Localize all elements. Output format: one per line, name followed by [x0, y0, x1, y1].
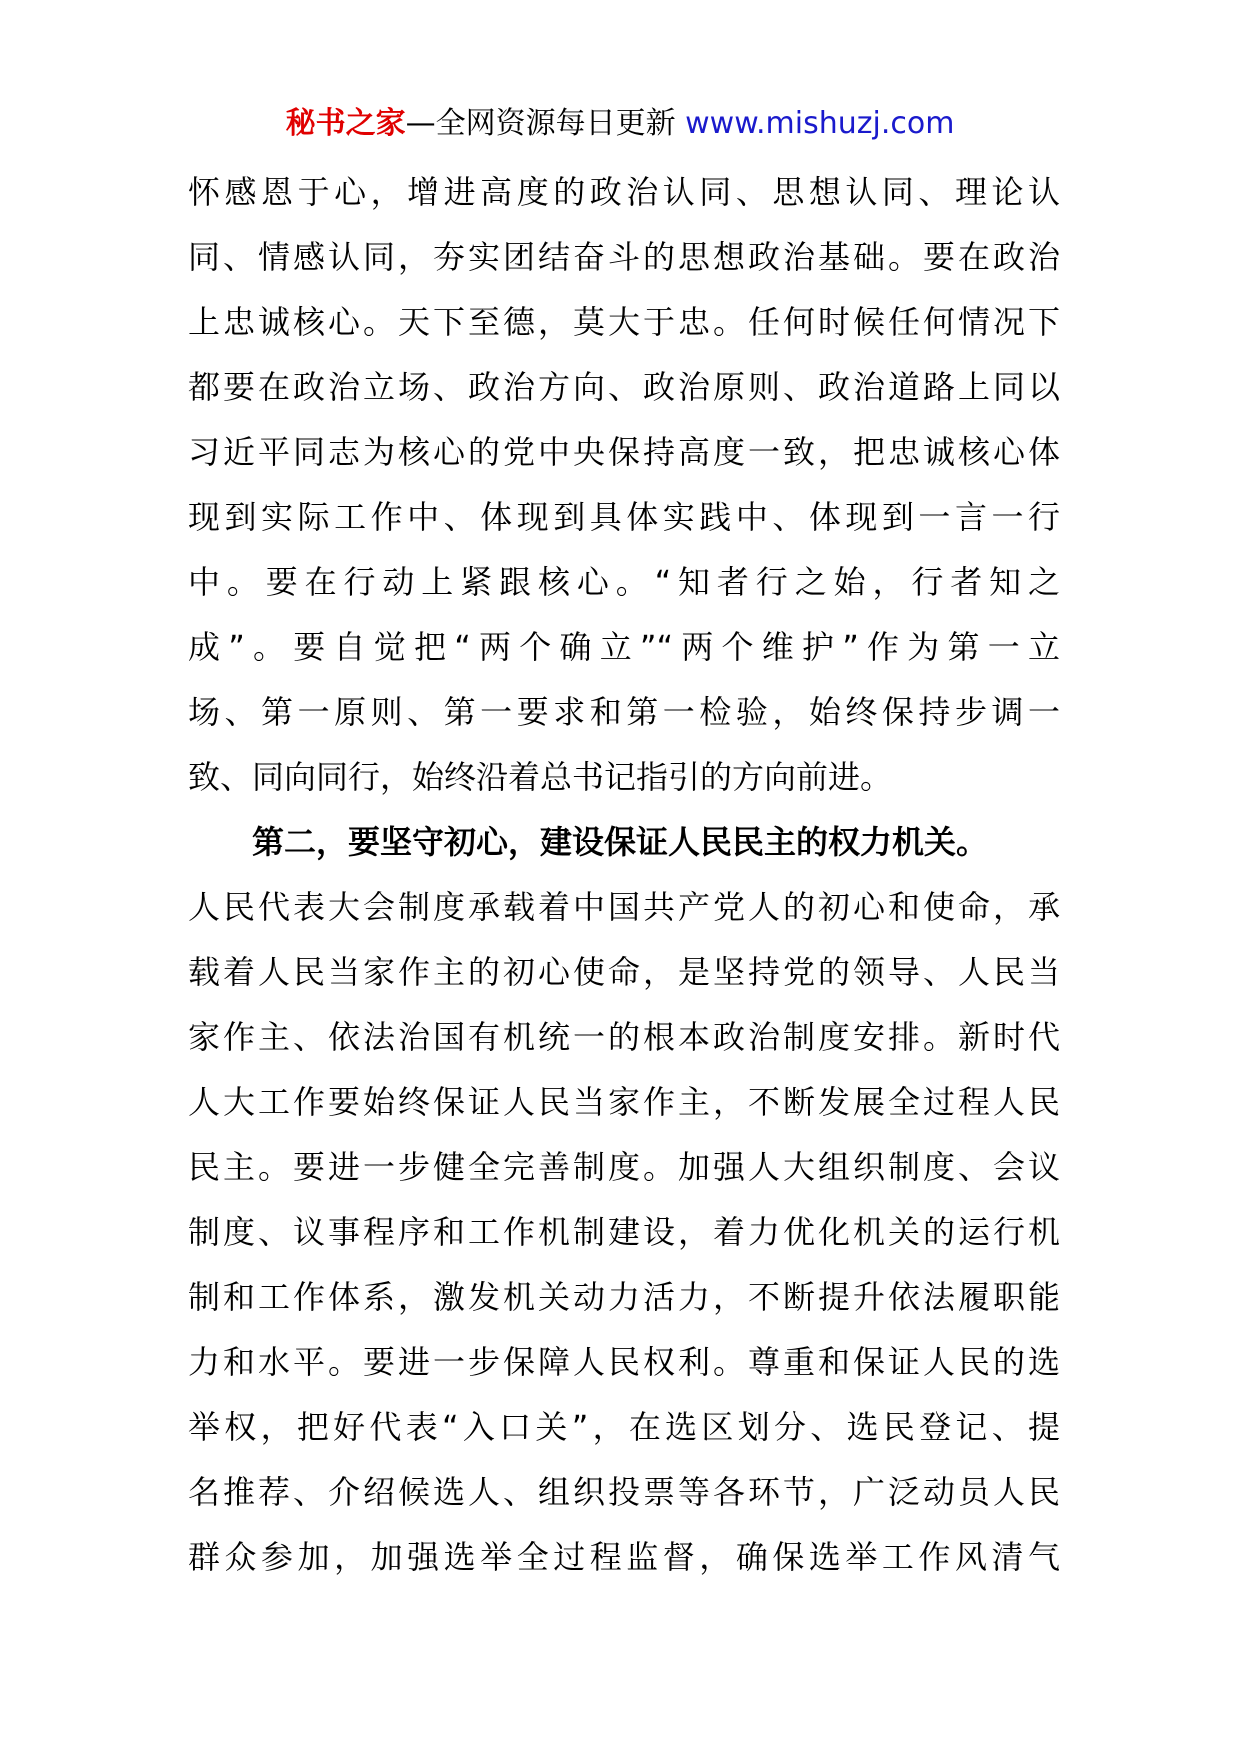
text-line: 载着人民当家作主的初心使命，是坚持党的领导、人民当: [188, 953, 1060, 991]
text-line: 举权，把好代表“入口关”，在选区划分、选民登记、提: [188, 1408, 1060, 1446]
text-line: 民主。要进一步健全完善制度。加强人大组织制度、会议: [188, 1148, 1060, 1186]
text-line: 成”。要自觉把“两个确立”“两个维护”作为第一立: [188, 628, 1060, 666]
text-line: 上忠诚核心。天下至德，莫大于忠。任何时候任何情况下: [188, 303, 1060, 341]
text-line: 怀感恩于心，增进高度的政治认同、思想认同、理论认: [188, 173, 1060, 211]
text-line: 制和工作体系，激发机关动力活力，不断提升依法履职能: [188, 1278, 1060, 1316]
text-line: 同、情感认同，夯实团结奋斗的思想政治基础。要在政治: [188, 238, 1060, 276]
text-line: 致、同向同行，始终沿着总书记指引的方向前进。: [188, 758, 893, 796]
section-heading-line: [188, 810, 1060, 875]
text-line: 人大工作要始终保证人民当家作主，不断发展全过程人民: [188, 1083, 1060, 1121]
text-line: 制度、议事程序和工作机制建设，着力优化机关的运行机: [188, 1213, 1060, 1251]
text-line: 习近平同志为核心的党中央保持高度一致，把忠诚核心体: [188, 433, 1060, 471]
page-header: [0, 100, 1240, 148]
header-brand: 秘书之家: [285, 106, 406, 141]
text-line: 中。要在行动上紧跟核心。“知者行之始，行者知之: [188, 563, 1060, 601]
text-line: 力和水平。要进一步保障人民权利。尊重和保证人民的选: [188, 1343, 1060, 1381]
text-line: 人民代表大会制度承载着中国共产党人的初心和使命，承: [188, 888, 1060, 926]
text-line: 家作主、依法治国有机统一的根本政治制度安排。新时代: [188, 1018, 1060, 1056]
text-line: 都要在政治立场、政治方向、政治原则、政治道路上同以: [188, 368, 1060, 406]
text-line: 群众参加，加强选举全过程监督，确保选举工作风清气: [188, 1538, 1060, 1576]
header-url-link[interactable]: www.mishuzj.com: [685, 106, 955, 141]
document-body: [188, 160, 1060, 1590]
text-line: 名推荐、介绍候选人、组织投票等各环节，广泛动员人民: [188, 1473, 1060, 1511]
text-line: 现到实际工作中、体现到具体实践中、体现到一言一行: [188, 498, 1060, 536]
text-line: 场、第一原则、第一要求和第一检验，始终保持步调一: [188, 693, 1060, 731]
header-tagline: —全网资源每日更新: [405, 106, 686, 141]
section-heading: 第二，要坚守初心，建设保证人民民主的权力机关。: [252, 823, 989, 861]
